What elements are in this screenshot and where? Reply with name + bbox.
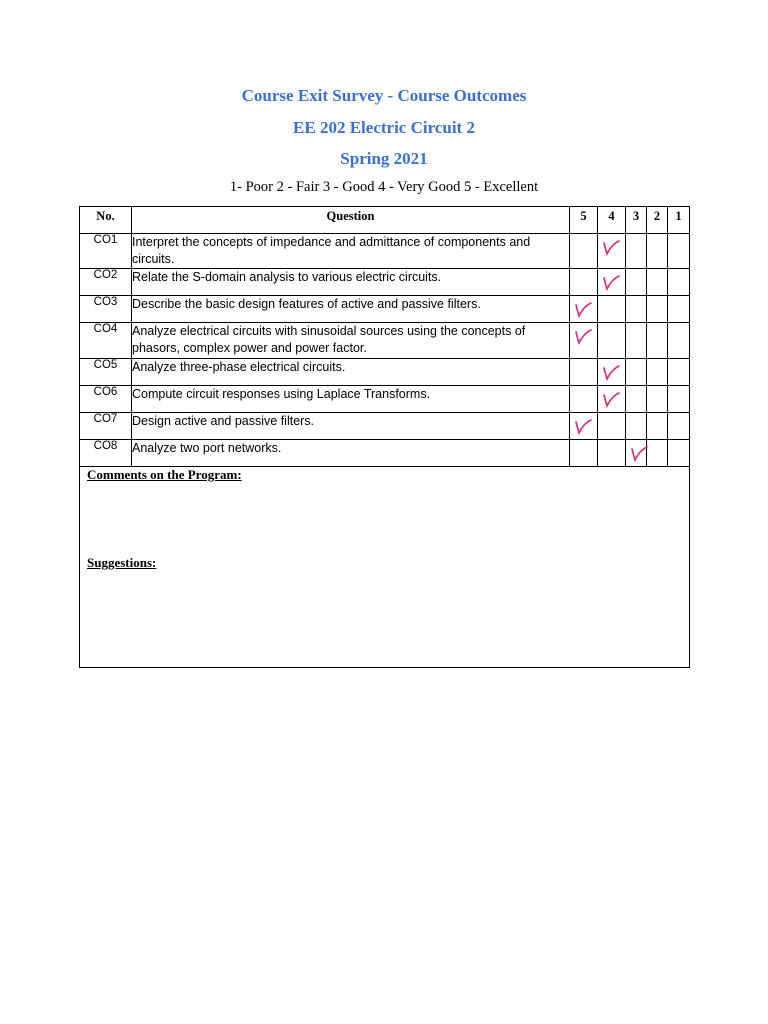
rating-cell-3[interactable] [626,296,647,323]
rating-cell-4[interactable] [598,440,626,467]
outcome-code: CO4 [80,323,132,359]
rating-cell-2[interactable] [647,296,668,323]
outcome-code: CO8 [80,440,132,467]
rating-cell-4[interactable] [598,234,626,269]
rating-cell-1[interactable] [668,269,690,296]
header-rating-2: 2 [647,207,668,234]
rating-cell-3[interactable] [626,440,647,467]
outcome-code: CO6 [80,386,132,413]
survey-title: Course Exit Survey - Course Outcomes [241,86,527,105]
rating-cell-5[interactable] [570,413,598,440]
rating-cell-5[interactable] [570,269,598,296]
table-row [80,234,690,269]
outcome-question: Relate the S-domain analysis to various electric circuits. [132,269,570,296]
header-rating-4: 4 [598,207,626,234]
rating-cell-2[interactable] [647,386,668,413]
header-question: Question [132,207,570,234]
outcome-question: Analyze three-phase electrical circuits. [132,359,570,386]
rating-cell-2[interactable] [647,413,668,440]
rating-cell-2[interactable] [647,234,668,269]
rating-cell-4[interactable] [598,359,626,386]
check-mark-icon [600,236,622,258]
outcome-code: CO7 [80,413,132,440]
header-rating-1: 1 [668,207,690,234]
outcome-code: CO1 [80,234,132,269]
rating-cell-2[interactable] [647,440,668,467]
table-row [80,386,690,413]
rating-cell-1[interactable] [668,359,690,386]
check-mark-icon [600,388,622,410]
rating-cell-1[interactable] [668,440,690,467]
table-row [80,296,690,323]
rating-cell-5[interactable] [570,440,598,467]
outcome-question: Analyze electrical circuits with sinusoidal sources using the concepts of phasors, complex power and power factor. [132,323,570,359]
outcome-question: Analyze two port networks. [132,440,570,467]
rating-cell-3[interactable] [626,413,647,440]
course-title: EE 202 Electric Circuit 2 [293,118,475,137]
rating-cell-4[interactable] [598,269,626,296]
rating-cell-2[interactable] [647,269,668,296]
rating-cell-3[interactable] [626,234,647,269]
rating-cell-5[interactable] [570,296,598,323]
outcome-code: CO3 [80,296,132,323]
rating-cell-5[interactable] [570,234,598,269]
table-row [80,359,690,386]
rating-cell-1[interactable] [668,296,690,323]
rating-cell-3[interactable] [626,386,647,413]
check-mark-icon [572,325,594,347]
comments-row [80,467,690,668]
rating-cell-2[interactable] [647,359,668,386]
rating-scale-legend: 1- Poor 2 - Fair 3 - Good 4 - Very Good 5 - Excellent [229,179,539,195]
rating-cell-4[interactable] [598,323,626,359]
outcome-code: CO5 [80,359,132,386]
table-header-row [80,207,690,234]
outcome-question: Compute circuit responses using Laplace Transforms. [132,386,570,413]
rating-cell-3[interactable] [626,269,647,296]
rating-cell-2[interactable] [647,323,668,359]
rating-cell-1[interactable] [668,323,690,359]
outcome-question: Interpret the concepts of impedance and admittance of components and circuits. [132,234,570,269]
header-no: No. [80,207,132,234]
check-mark-icon [572,298,594,320]
check-mark-icon [600,361,622,383]
table-row [80,323,690,359]
header-rating-3: 3 [626,207,647,234]
rating-cell-4[interactable] [598,386,626,413]
comments-program-label: Comments on the Program: [87,467,242,482]
outcome-code: CO2 [80,269,132,296]
table-row [80,440,690,467]
rating-cell-5[interactable] [570,386,598,413]
rating-cell-3[interactable] [626,359,647,386]
rating-cell-3[interactable] [626,323,647,359]
semester-title: Spring 2021 [340,149,428,168]
survey-table [79,206,690,668]
table-row [80,413,690,440]
comments-cell [80,467,690,668]
table-row [80,269,690,296]
suggestions-label: Suggestions: [87,555,157,570]
rating-cell-5[interactable] [570,359,598,386]
rating-cell-1[interactable] [668,413,690,440]
outcome-question: Describe the basic design features of active and passive filters. [132,296,570,323]
header-rating-5: 5 [570,207,598,234]
check-mark-icon [600,271,622,293]
rating-cell-1[interactable] [668,386,690,413]
rating-cell-1[interactable] [668,234,690,269]
check-mark-icon [572,415,594,437]
rating-cell-4[interactable] [598,296,626,323]
outcome-question: Design active and passive filters. [132,413,570,440]
rating-cell-5[interactable] [570,323,598,359]
rating-cell-4[interactable] [598,413,626,440]
